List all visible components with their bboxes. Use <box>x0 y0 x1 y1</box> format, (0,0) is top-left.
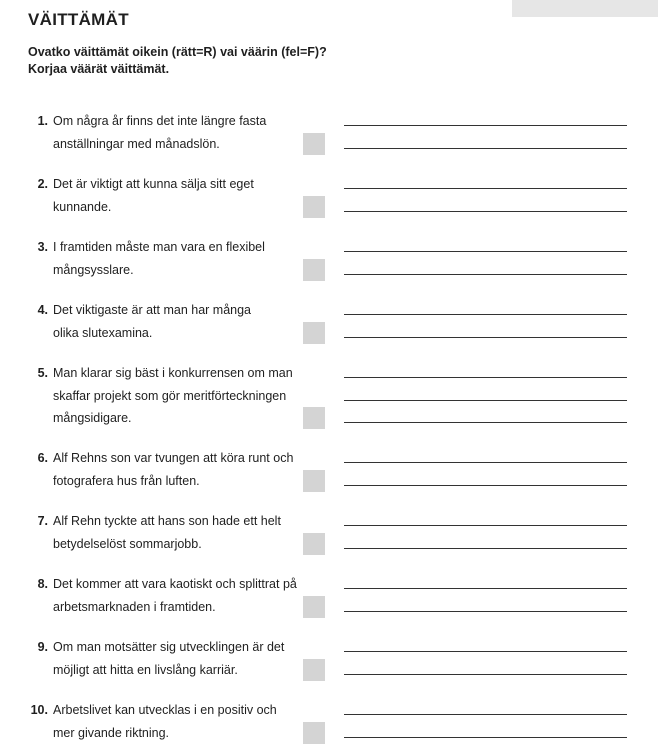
statement-number: 2. <box>37 177 48 191</box>
statement-text-line: I framtiden måste man vara en flexibel <box>53 240 265 254</box>
statement-text-line: kunnande. <box>53 199 112 214</box>
statement-text-line: Alf Rehn tyckte att hans son hade ett helt <box>53 514 281 528</box>
correction-line[interactable] <box>344 125 627 126</box>
statement-text-line: Om man motsätter sig utvecklingen är det <box>53 640 285 654</box>
answer-box[interactable] <box>303 133 325 155</box>
correction-line[interactable] <box>344 485 627 486</box>
statement-text-line: skaffar projekt som gör meritförteckningen <box>53 388 287 403</box>
statement-number: 6. <box>37 451 48 465</box>
statement-text-line: Alf Rehns son var tvungen att köra runt och <box>53 451 294 465</box>
statement-number: 7. <box>37 514 48 528</box>
correction-line[interactable] <box>344 400 627 401</box>
answer-box[interactable] <box>303 322 325 344</box>
correction-line[interactable] <box>344 337 627 338</box>
statement-text-line: Man klarar sig bäst i konkurrensen om man <box>53 366 293 380</box>
correction-line[interactable] <box>344 251 627 252</box>
page-title: VÄITTÄMÄT <box>28 10 129 29</box>
correction-line[interactable] <box>344 674 627 675</box>
statement-text-line: mer givande riktning. <box>53 725 170 740</box>
instruction-line-2: Korjaa väärät väittämät. <box>28 62 170 76</box>
answer-box[interactable] <box>303 722 325 744</box>
statement-number: 5. <box>37 366 48 380</box>
answer-box[interactable] <box>303 659 325 681</box>
statement-number: 3. <box>37 240 48 254</box>
statement-text-line: Det är viktigt att kunna sälja sitt eget <box>53 177 254 191</box>
correction-line[interactable] <box>344 462 627 463</box>
correction-line[interactable] <box>344 422 627 423</box>
correction-line[interactable] <box>344 377 627 378</box>
statement-text-line: Det kommer att vara kaotiskt och splittrat på <box>53 577 297 591</box>
statement-text-line: Om några år finns det inte längre fasta <box>53 114 267 128</box>
statement-text-line: Arbetslivet kan utvecklas i en positiv och <box>53 703 277 717</box>
instruction-line-1: Ovatko väittämät oikein (rätt=R) vai väärin (fel=F)? <box>28 45 327 59</box>
statement-number: 8. <box>37 577 48 591</box>
answer-box[interactable] <box>303 533 325 555</box>
statement-text-line: betydelselöst sommarjobb. <box>53 536 202 551</box>
statement-number: 10. <box>30 703 48 717</box>
correction-line[interactable] <box>344 314 627 315</box>
correction-line[interactable] <box>344 588 627 589</box>
statement-text-line: fotografera hus från luften. <box>53 473 200 488</box>
statement-text-line: arbetsmarknaden i framtiden. <box>53 599 216 614</box>
correction-line[interactable] <box>344 188 627 189</box>
corner-tab <box>512 0 658 17</box>
answer-box[interactable] <box>303 407 325 429</box>
correction-line[interactable] <box>344 651 627 652</box>
statement-text-line: mångsysslare. <box>53 262 134 277</box>
statement-number: 9. <box>37 640 48 654</box>
correction-line[interactable] <box>344 211 627 212</box>
statement-number: 4. <box>37 303 48 317</box>
statement-text-line: mångsidigare. <box>53 411 132 425</box>
correction-line[interactable] <box>344 548 627 549</box>
statement-number: 1. <box>37 114 48 128</box>
statement-text-line: anställningar med månadslön. <box>53 136 220 151</box>
correction-line[interactable] <box>344 611 627 612</box>
correction-line[interactable] <box>344 737 627 738</box>
correction-line[interactable] <box>344 525 627 526</box>
correction-line[interactable] <box>344 148 627 149</box>
correction-line[interactable] <box>344 274 627 275</box>
statement-text-line: möjligt att hitta en livslång karriär. <box>53 662 238 677</box>
statement-text-line: olika slutexamina. <box>53 325 153 340</box>
answer-box[interactable] <box>303 470 325 492</box>
answer-box[interactable] <box>303 596 325 618</box>
answer-box[interactable] <box>303 196 325 218</box>
correction-line[interactable] <box>344 714 627 715</box>
statement-text-line: Det viktigaste är att man har många <box>53 303 252 317</box>
answer-box[interactable] <box>303 259 325 281</box>
